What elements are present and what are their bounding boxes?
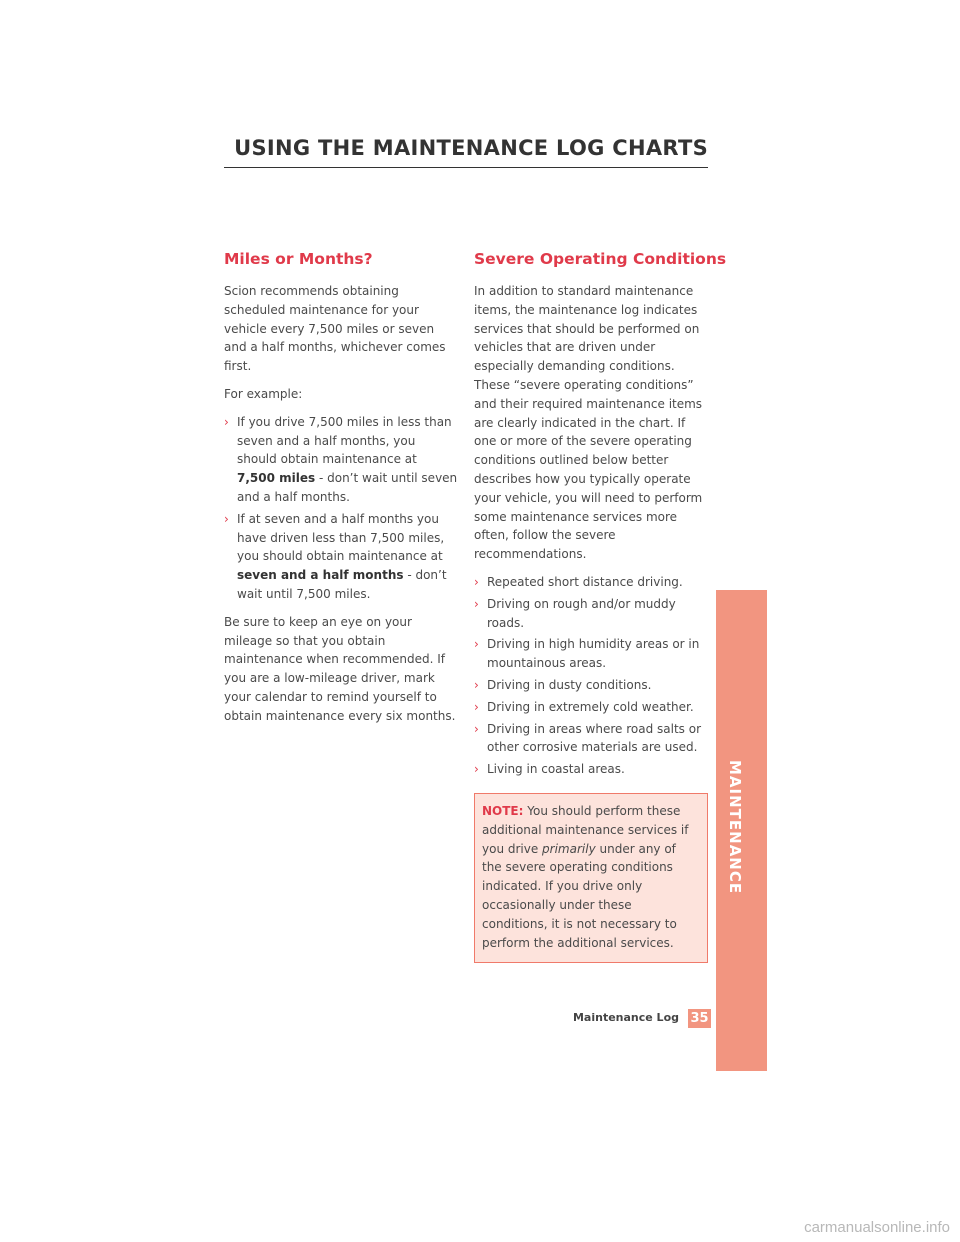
list-item: › Repeated short distance driving. (474, 573, 708, 592)
list-item: › Driving in dusty conditions. (474, 676, 708, 695)
left-column (224, 250, 458, 735)
chevron-right-icon: › (474, 574, 479, 589)
chevron-right-icon: › (474, 721, 479, 736)
chevron-right-icon: › (474, 637, 479, 652)
list-item: › Driving in extremely cold weather. (474, 698, 708, 717)
page-number: 35 (688, 1009, 711, 1028)
list-item: › If at seven and a half months you have driven less than 7,500 miles, you should obtain maintenance at seven and a half months - don’t wait until 7,500 miles. (224, 511, 447, 601)
header-divider (224, 167, 708, 168)
list-item: › Driving on rough and/or muddy roads. (474, 596, 676, 630)
example-list (224, 413, 458, 604)
page-header-title: USING THE MAINTENANCE LOG CHARTS (234, 136, 708, 160)
chevron-right-icon: › (474, 699, 479, 714)
chevron-right-icon: › (474, 677, 479, 692)
list-item: › If you drive 7,500 miles in less than seven and a half months, you should obtain maintenance at 7,500 miles - don’t wait until seven and a half months. (224, 414, 458, 504)
mileage-closing-paragraph: Be sure to keep an eye on your mileage so that you obtain maintenance when recommended. If you are a low-mileage driver, mark your calendar to remind yourself to obtain maintenance every six months. (224, 614, 456, 723)
miles-intro-paragraph: Scion recommends obtaining scheduled maintenance for your vehicle every 7,500 miles or seven and a half months, whichever comes first. (224, 284, 446, 374)
list-item: › Driving in areas where road salts or other corrosive materials are used. (474, 721, 702, 755)
severe-conditions-heading: Severe Operating Conditions (474, 250, 727, 268)
chevron-right-icon: › (474, 596, 479, 611)
section-side-tab-label: MAINTENANCE (726, 760, 744, 895)
miles-or-months-heading: Miles or Months? (224, 250, 373, 268)
conditions-list (474, 573, 708, 779)
chevron-right-icon: › (224, 414, 229, 429)
watermark-text: carmanualsonline.info (804, 1219, 950, 1236)
note-box (474, 793, 708, 963)
note-text: NOTE: You should perform these additional maintenance services if you drive primarily under any of the severe operating conditions indicated. If you drive only occasionally under these conditions, it is not necessary to perform the additional services. (482, 803, 689, 950)
footer-section-label: Maintenance Log (572, 1011, 679, 1024)
list-item: › Living in coastal areas. (474, 760, 708, 779)
right-column (474, 250, 727, 963)
severe-intro-paragraph: In addition to standard maintenance items, the maintenance log indicates services that should be performed on vehicles that are driven under especially demanding conditions. These “severe operating conditions” and their required maintenance items are clearly indicated in the chart. If one or more of the severe operating conditions outlined below better describes how you typically operate your vehicle, you will need to perform some maintenance services more often, follow the severe recommendations. (474, 284, 703, 562)
chevron-right-icon: › (474, 762, 479, 777)
chevron-right-icon: › (224, 511, 229, 526)
example-label: For example: (224, 386, 303, 401)
note-label: NOTE: (482, 803, 524, 818)
list-item: › Driving in high humidity areas or in mountainous areas. (474, 637, 700, 671)
